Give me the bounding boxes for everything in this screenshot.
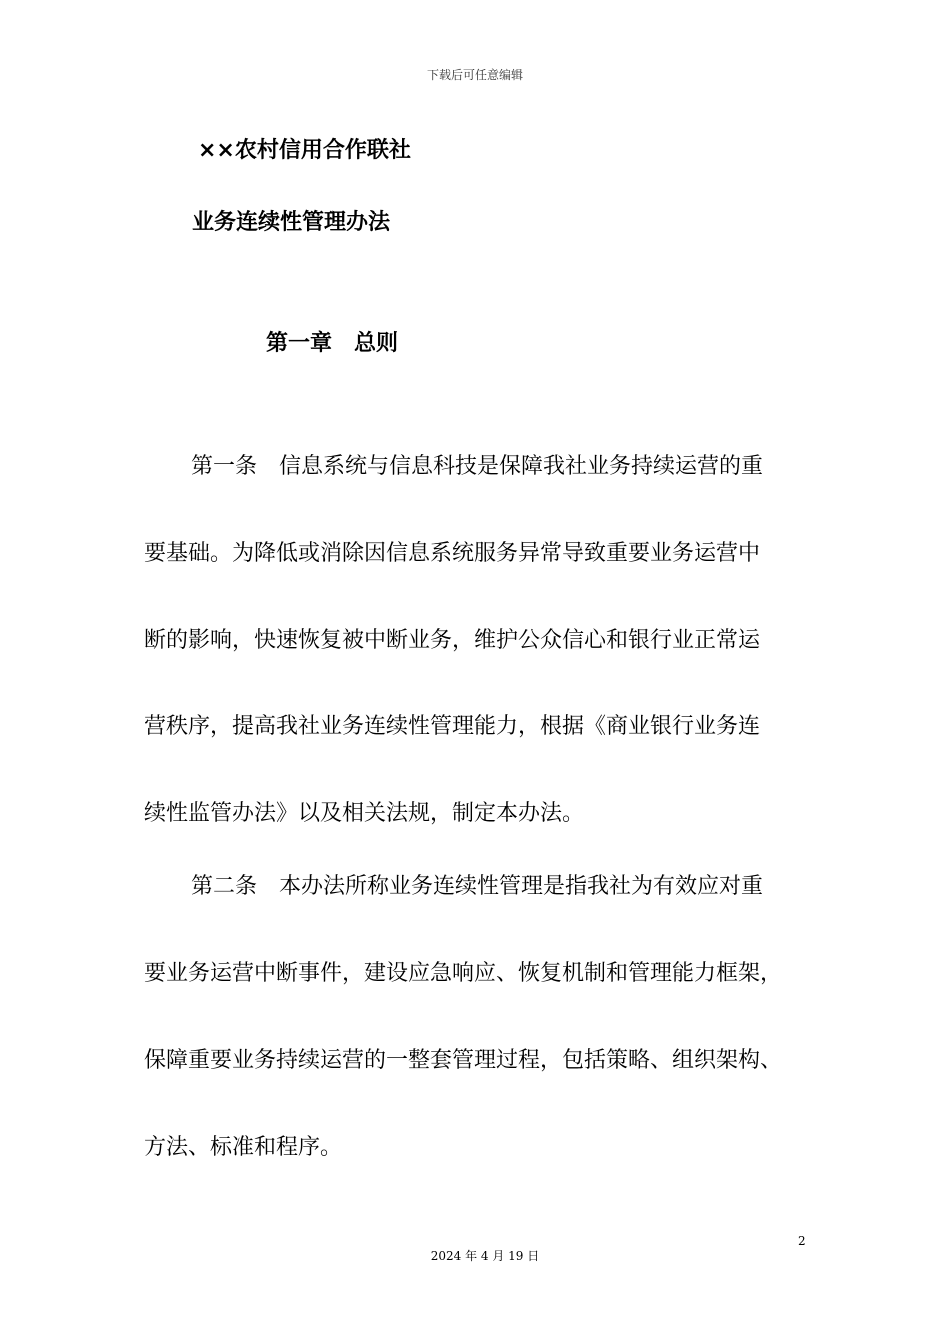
chapter-name: 总则 (354, 331, 399, 356)
article1-line-1 (144, 456, 871, 478)
article2-line-4: 方法、标准和程序。 (144, 1135, 343, 1160)
article2-line-1 (144, 876, 871, 898)
footer-date: 2024 年 4 月 19 日 (430, 1249, 540, 1263)
header-note: 下载后可任意编辑 (426, 68, 523, 82)
document-title-line-2: 业务连续性管理办法 (192, 210, 391, 235)
article1-line-4: 营秩序，提高我社业务连续性管理能力，根据《商业银行业务连 (144, 714, 761, 739)
article2-line-3: 保障重要业务持续运营的一整套管理过程，包括策略、组织架构、 (144, 1048, 783, 1073)
page-number: 2 (798, 1234, 806, 1248)
chapter-heading (266, 333, 398, 355)
article2-text-1: 本办法所称业务连续性管理是指我社为有效应对重 (279, 874, 764, 899)
article2-line-2: 要业务运营中断事件，建设应急响应、恢复机制和管理能力框架， (144, 961, 783, 986)
article1-line-5: 续性监管办法》以及相关法规，制定本办法。 (144, 801, 585, 826)
article1-text-1: 信息系统与信息科技是保障我社业务持续运营的重 (279, 454, 764, 479)
document-title-line-1: ××农村信用合作联社 (198, 138, 411, 163)
chapter-number: 第一章 (266, 331, 333, 356)
article1-line-3: 断的影响，快速恢复被中断业务，维护公众信心和银行业正常运 (144, 628, 761, 653)
article2-label: 第二条 (191, 874, 258, 899)
article1-label: 第一条 (191, 454, 258, 479)
article1-line-2: 要基础。为降低或消除因信息系统服务异常导致重要业务运营中 (144, 541, 761, 566)
